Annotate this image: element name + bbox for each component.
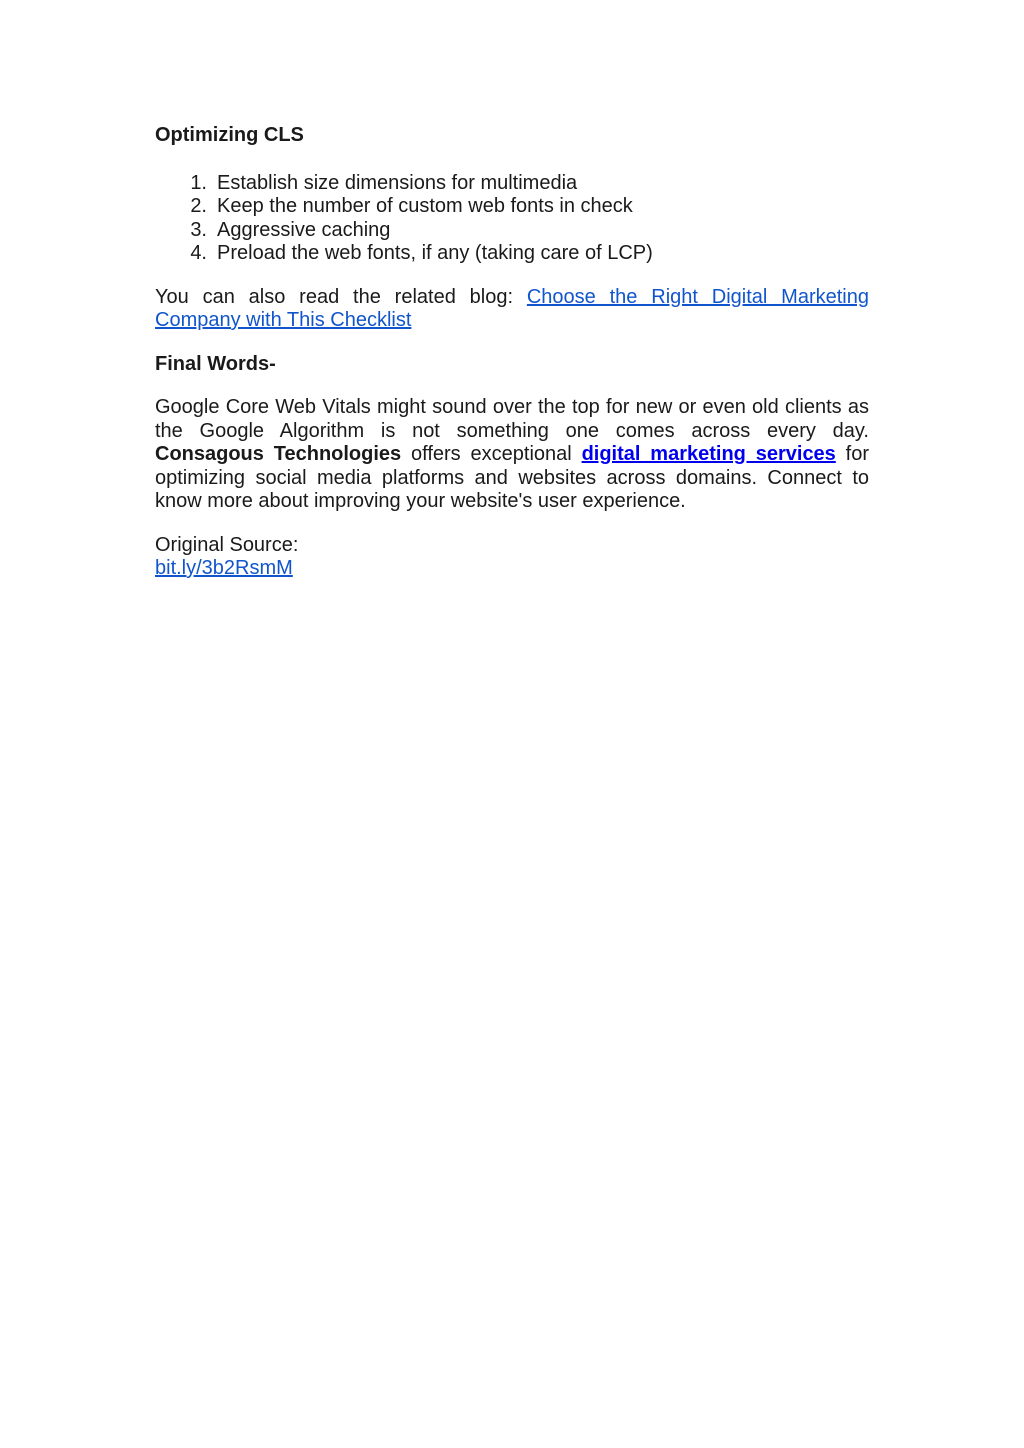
- list-number: 4.: [190, 242, 207, 264]
- list-item: [155, 219, 869, 243]
- related-blog-paragraph: [155, 286, 869, 333]
- list-item-text: Preload the web fonts, if any (taking care of LCP): [217, 242, 653, 264]
- final-sentence: Google Core Web Vitals might sound over the top for new or even old clients as the Google Algorithm is not something one comes across every day.: [155, 396, 869, 442]
- related-blog-link[interactable]: Choose the Right Digital Marketing Company with This Checklist: [155, 285, 869, 331]
- list-number: 1.: [190, 171, 207, 194]
- cls-heading: Optimizing CLS: [155, 124, 304, 146]
- cls-tips-list: [155, 172, 869, 266]
- list-item-text: Establish size dimensions for multimedia: [217, 171, 578, 194]
- related-blog-prefix: You can also read the related blog:: [155, 285, 527, 308]
- list-number: 2.: [190, 195, 207, 217]
- list-number: 3.: [190, 218, 207, 241]
- final-mid-text: offers exceptional: [401, 443, 582, 465]
- list-item: [155, 242, 869, 266]
- digital-marketing-services-link[interactable]: digital marketing services: [581, 443, 836, 465]
- document-page: [155, 124, 869, 581]
- original-source-link[interactable]: bit.ly/3b2RsmM: [155, 557, 293, 579]
- final-words-heading: Final Words-: [155, 352, 276, 375]
- company-name: Consagous Technologies: [155, 443, 402, 465]
- final-end-text: for optimizing social media platforms and websites across domains. Connect to know more about improving your website's user experience.: [155, 443, 869, 512]
- list-item: [155, 195, 869, 219]
- original-source-label: Original Source:: [155, 533, 299, 556]
- list-item-text: Keep the number of custom web fonts in check: [217, 195, 633, 217]
- list-item: [155, 172, 869, 196]
- list-item-text: Aggressive caching: [217, 218, 391, 241]
- original-source: [155, 534, 869, 581]
- final-words-paragraph: [155, 396, 869, 514]
